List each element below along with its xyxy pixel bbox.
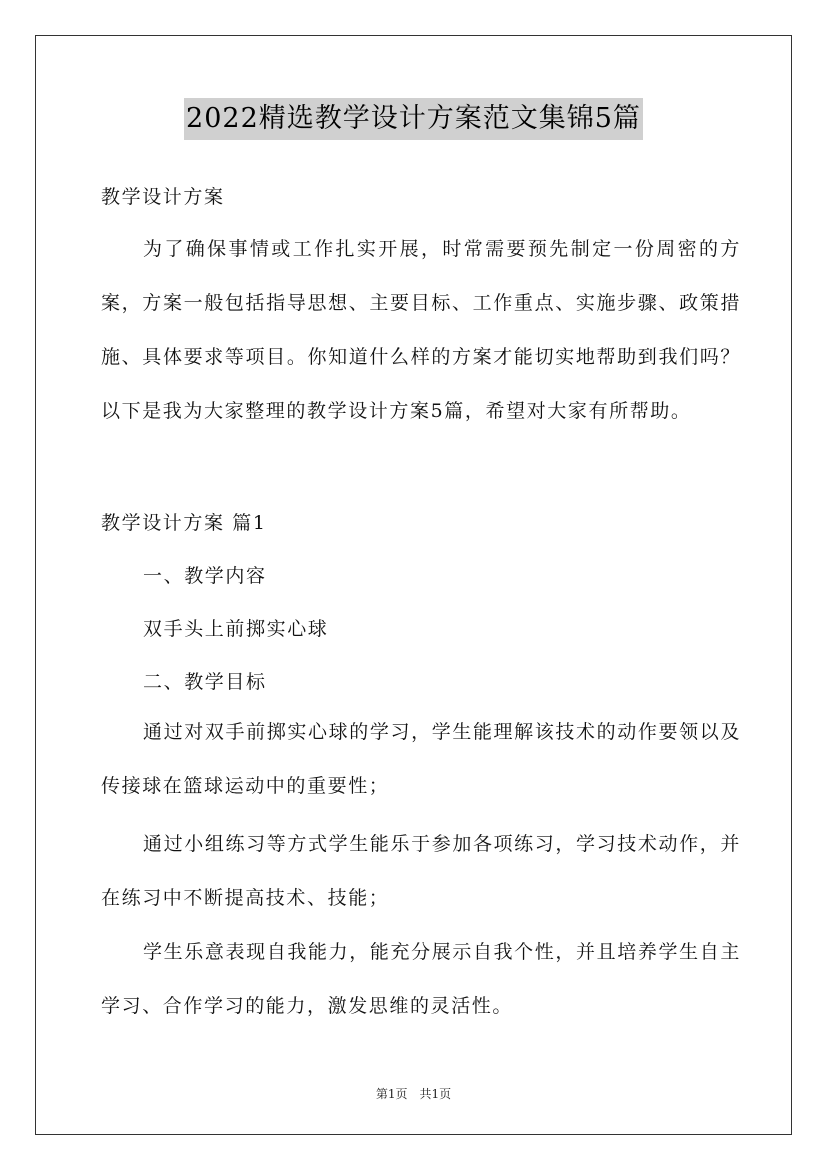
goals-heading: 二、教学目标: [143, 671, 267, 693]
goal-paragraph-1: 通过对双手前掷实心球的学习，学生能理解该技术的动作要领以及传接球在篮球运动中的重要性；: [101, 721, 741, 797]
document-title: 2022精选教学设计方案范文集锦5篇: [184, 98, 643, 140]
intro-paragraph: 为了确保事情或工作扎实开展，时常需要预先制定一份周密的方案，方案一般包括指导思想、主要目标、工作重点、实施步骤、政策措施、具体要求等项目。你知道什么样的方案才能切实地帮助到我们吗？以下是我为大家整理的教学设计方案5篇，希望对大家有所帮助。: [101, 238, 741, 422]
page-footer: 第1页 共1页: [375, 1087, 452, 1101]
goal-paragraph-3: 学生乐意表现自我能力，能充分展示自我个性，并且培养学生自主学习、合作学习的能力，激发思维的灵活性。: [101, 941, 741, 1017]
goal-paragraph-2: 通过小组练习等方式学生能乐于参加各项练习，学习技术动作，并在练习中不断提高技术、技能；: [101, 833, 741, 909]
intro-heading: 教学设计方案: [101, 186, 225, 208]
content-heading: 一、教学内容: [143, 565, 267, 587]
title-container: [0, 98, 827, 140]
content-text: 双手头上前掷实心球: [143, 618, 329, 640]
section-heading: 教学设计方案 篇1: [101, 512, 267, 534]
